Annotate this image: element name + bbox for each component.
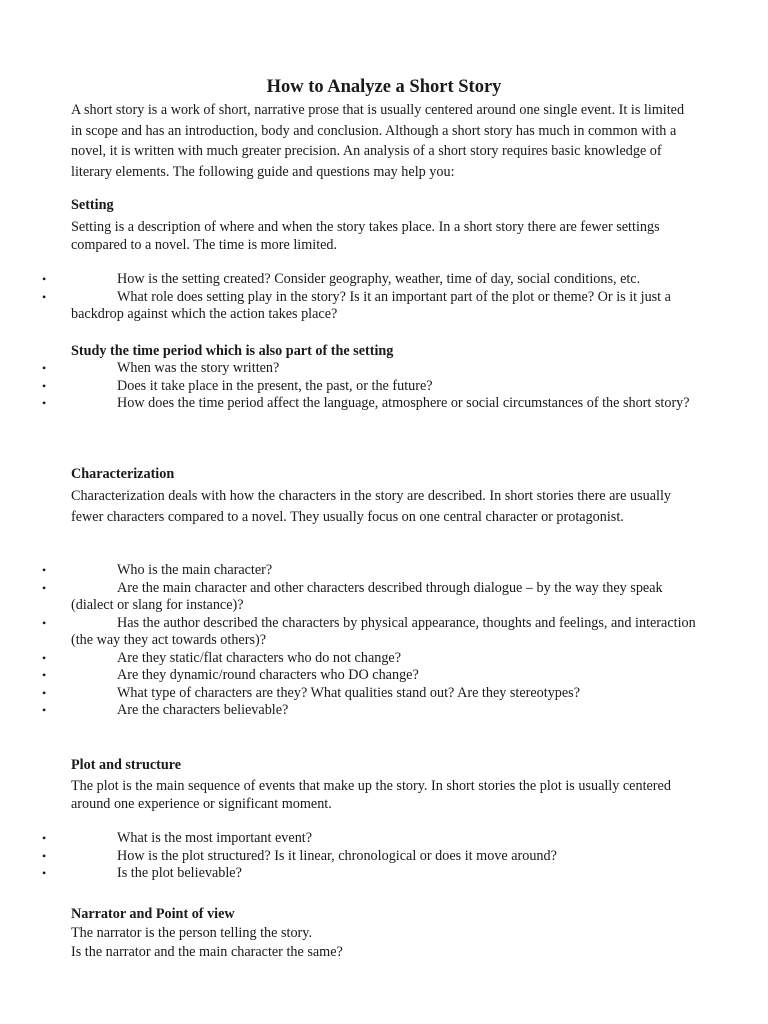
- characterization-description: Characterization deals with how the characters in the story are described. In short stories there are usually fewer characters compared to a novel. They usually focus on one central character or protagonist.: [71, 488, 671, 525]
- list-item: • How is the setting created? Consider geography, weather, time of day, social conditions, etc.: [42, 271, 641, 287]
- narrator-line-2: Is the narrator and the main character the same?: [71, 944, 343, 960]
- bullet-icon: •: [42, 396, 47, 410]
- bullet-icon: •: [42, 289, 47, 304]
- list-item: • How is the plot structured? Is it linear, chronological or does it move around?: [42, 847, 557, 864]
- bullet-icon: •: [42, 580, 47, 595]
- list-item: • What is the most important event?: [42, 830, 313, 846]
- list-item: • Who is the main character?: [42, 562, 273, 578]
- bullet-icon: •: [42, 615, 47, 630]
- setting-list: [0, 271, 768, 324]
- intro-paragraph: A short story is a work of short, narrative prose that is usually centered around one single event. It is limited in scope and has an introduction, body and conclusion. Although a short story has much in common with a novel, it is written with much greater precision. An analysis of a short story requires basic knowledge of literary elements. The following guide and questions may help you:: [71, 102, 685, 180]
- list-item: • Is the plot believable?: [42, 865, 242, 881]
- bullet-icon: •: [42, 668, 47, 682]
- time-period-heading: Study the time period which is also part of the setting: [71, 343, 394, 359]
- list-item: • Are the characters believable?: [42, 702, 289, 718]
- bullet-icon: •: [42, 685, 47, 700]
- list-item: • Are they static/flat characters who do not change?: [42, 649, 402, 666]
- page-title: How to Analyze a Short Story: [266, 77, 502, 97]
- bullet-icon: •: [42, 361, 47, 375]
- list-item: • Has the author described the characters by physical appearance, thoughts and feelings, and interaction (the way they act towards others)?: [42, 614, 696, 648]
- bullet-icon: •: [42, 848, 47, 863]
- list-item: • How does the time period affect the language, atmosphere or social circumstances of the short story?: [42, 395, 690, 411]
- setting-heading: Setting: [71, 197, 114, 213]
- bullet-icon: •: [42, 650, 47, 665]
- plot-description: The plot is the main sequence of events that make up the story. In short stories the plot is usually centered around one experience or significant moment.: [71, 778, 671, 812]
- time-period-list: [0, 360, 768, 413]
- bullet-icon: •: [42, 563, 47, 577]
- characterization-heading: Characterization: [71, 466, 175, 482]
- bullet-icon: •: [42, 272, 47, 286]
- narrator-line-1: The narrator is the person telling the story.: [71, 925, 312, 941]
- narrator-heading: Narrator and Point of view: [71, 906, 235, 922]
- plot-list: [0, 830, 768, 883]
- bullet-icon: •: [42, 831, 47, 845]
- list-item: • Are the main character and other characters described through dialogue – by the way they speak (dialect or slang for instance)?: [42, 579, 663, 613]
- bullet-icon: •: [42, 866, 47, 880]
- list-item: • Are they dynamic/round characters who DO change?: [42, 667, 419, 683]
- list-item: • What type of characters are they? What qualities stand out? Are they stereotypes?: [42, 684, 581, 701]
- characterization-list: [0, 562, 768, 720]
- plot-heading: Plot and structure: [71, 757, 182, 773]
- list-item: • Does it take place in the present, the past, or the future?: [42, 377, 433, 394]
- bullet-icon: •: [42, 703, 47, 717]
- setting-description: Setting is a description of where and when the story takes place. In a short story there are fewer settings compared to a novel. The time is more limited.: [71, 219, 660, 253]
- list-item: • When was the story written?: [42, 360, 280, 376]
- bullet-icon: •: [42, 378, 47, 393]
- list-item: • What role does setting play in the story? Is it an important part of the plot or theme? Or is it just a backdrop against which the action takes place?: [42, 288, 671, 322]
